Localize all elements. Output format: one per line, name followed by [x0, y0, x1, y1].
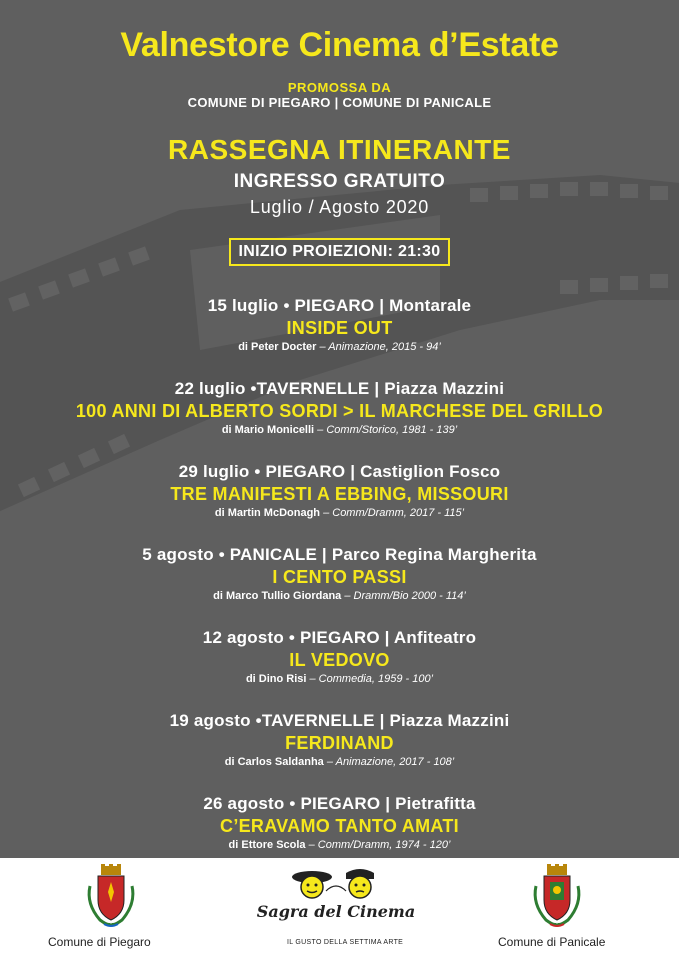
event-5-film: IL VEDOVO	[289, 650, 390, 670]
piegaro-label: Comune di Piegaro	[48, 935, 151, 949]
event-6-head: 19 agosto •TAVERNELLE | Piazza Mazzini	[169, 711, 510, 730]
promoters: COMUNE DI PIEGARO | COMUNE DI PANICALE	[187, 95, 492, 110]
event-1-credits	[0, 341, 679, 353]
event-3-credits	[0, 507, 679, 519]
event-6-director: di Carlos Saldanha	[224, 756, 324, 768]
poster-title: Valnestore Cinema d’Estate	[120, 26, 559, 64]
event-4-info: – Dramm/Bio 2000 - 114’	[341, 590, 466, 602]
sagra-logo-text: Sagra del Cinema	[256, 902, 416, 921]
event-7-film: C’ERAVAMO TANTO AMATI	[220, 816, 459, 836]
period: Luglio / Agosto 2020	[249, 197, 430, 217]
event-7-credits	[0, 839, 679, 851]
event-1-director: di Peter Docter	[238, 341, 317, 353]
event-2-info: – Comm/Storico, 1981 - 139’	[314, 424, 458, 436]
event-5-credits	[0, 673, 679, 685]
event-1-head: 15 luglio • PIEGARO | Montarale	[207, 296, 472, 315]
panicale-coat-of-arms-icon	[530, 864, 584, 930]
series-title: RASSEGNA ITINERANTE	[168, 134, 511, 165]
event-3-info: – Comm/Dramm, 2017 - 115’	[320, 507, 465, 519]
event-6-film: FERDINAND	[285, 733, 394, 753]
event-4-film: I CENTO PASSI	[272, 567, 407, 587]
event-6-credits	[0, 756, 679, 768]
event-4-credits	[0, 590, 679, 602]
event-1-info: – Animazione, 2015 - 94’	[316, 341, 441, 353]
promoted-label: PROMOSSA DA	[287, 80, 392, 95]
event-2-director: di Mario Monicelli	[221, 424, 315, 436]
event-4-director: di Marco Tullio Giordana	[213, 590, 342, 602]
event-4-head: 5 agosto • PANICALE | Parco Regina Margherita	[142, 545, 537, 564]
event-2-head: 22 luglio •TAVERNELLE | Piazza Mazzini	[174, 379, 505, 398]
event-3-director: di Martin McDonagh	[214, 507, 321, 519]
sagra-tagline: IL GUSTO DELLA SETTIMA ARTE	[287, 939, 404, 946]
entry-info: INGRESSO GRATUITO	[233, 171, 446, 192]
start-time: INIZIO PROIEZIONI: 21:30	[229, 238, 451, 266]
event-6-info: – Animazione, 2017 - 108’	[323, 756, 455, 768]
event-5-director: di Dino Risi	[245, 673, 307, 685]
event-3-film: TRE MANIFESTI A EBBING, MISSOURI	[170, 484, 509, 504]
piegaro-coat-of-arms-icon	[84, 864, 138, 930]
event-2-credits	[0, 424, 679, 436]
footer	[0, 858, 679, 960]
event-7-info: – Comm/Dramm, 1974 - 120’	[305, 839, 451, 851]
start-time-box	[0, 238, 679, 266]
sagra-del-cinema-logo-icon	[256, 863, 416, 935]
event-1-film: INSIDE OUT	[286, 318, 393, 338]
event-7-director: di Ettore Scola	[228, 839, 306, 851]
panicale-label: Comune di Panicale	[498, 935, 606, 949]
event-5-head: 12 agosto • PIEGARO | Anfiteatro	[202, 628, 477, 647]
event-2-film: 100 ANNI DI ALBERTO SORDI > IL MARCHESE DEL GRILLO	[75, 401, 604, 421]
event-3-head: 29 luglio • PIEGARO | Castiglion Fosco	[178, 462, 501, 481]
event-7-head: 26 agosto • PIEGARO | Pietrafitta	[203, 794, 476, 813]
event-5-info: – Commedia, 1959 - 100’	[306, 673, 434, 685]
